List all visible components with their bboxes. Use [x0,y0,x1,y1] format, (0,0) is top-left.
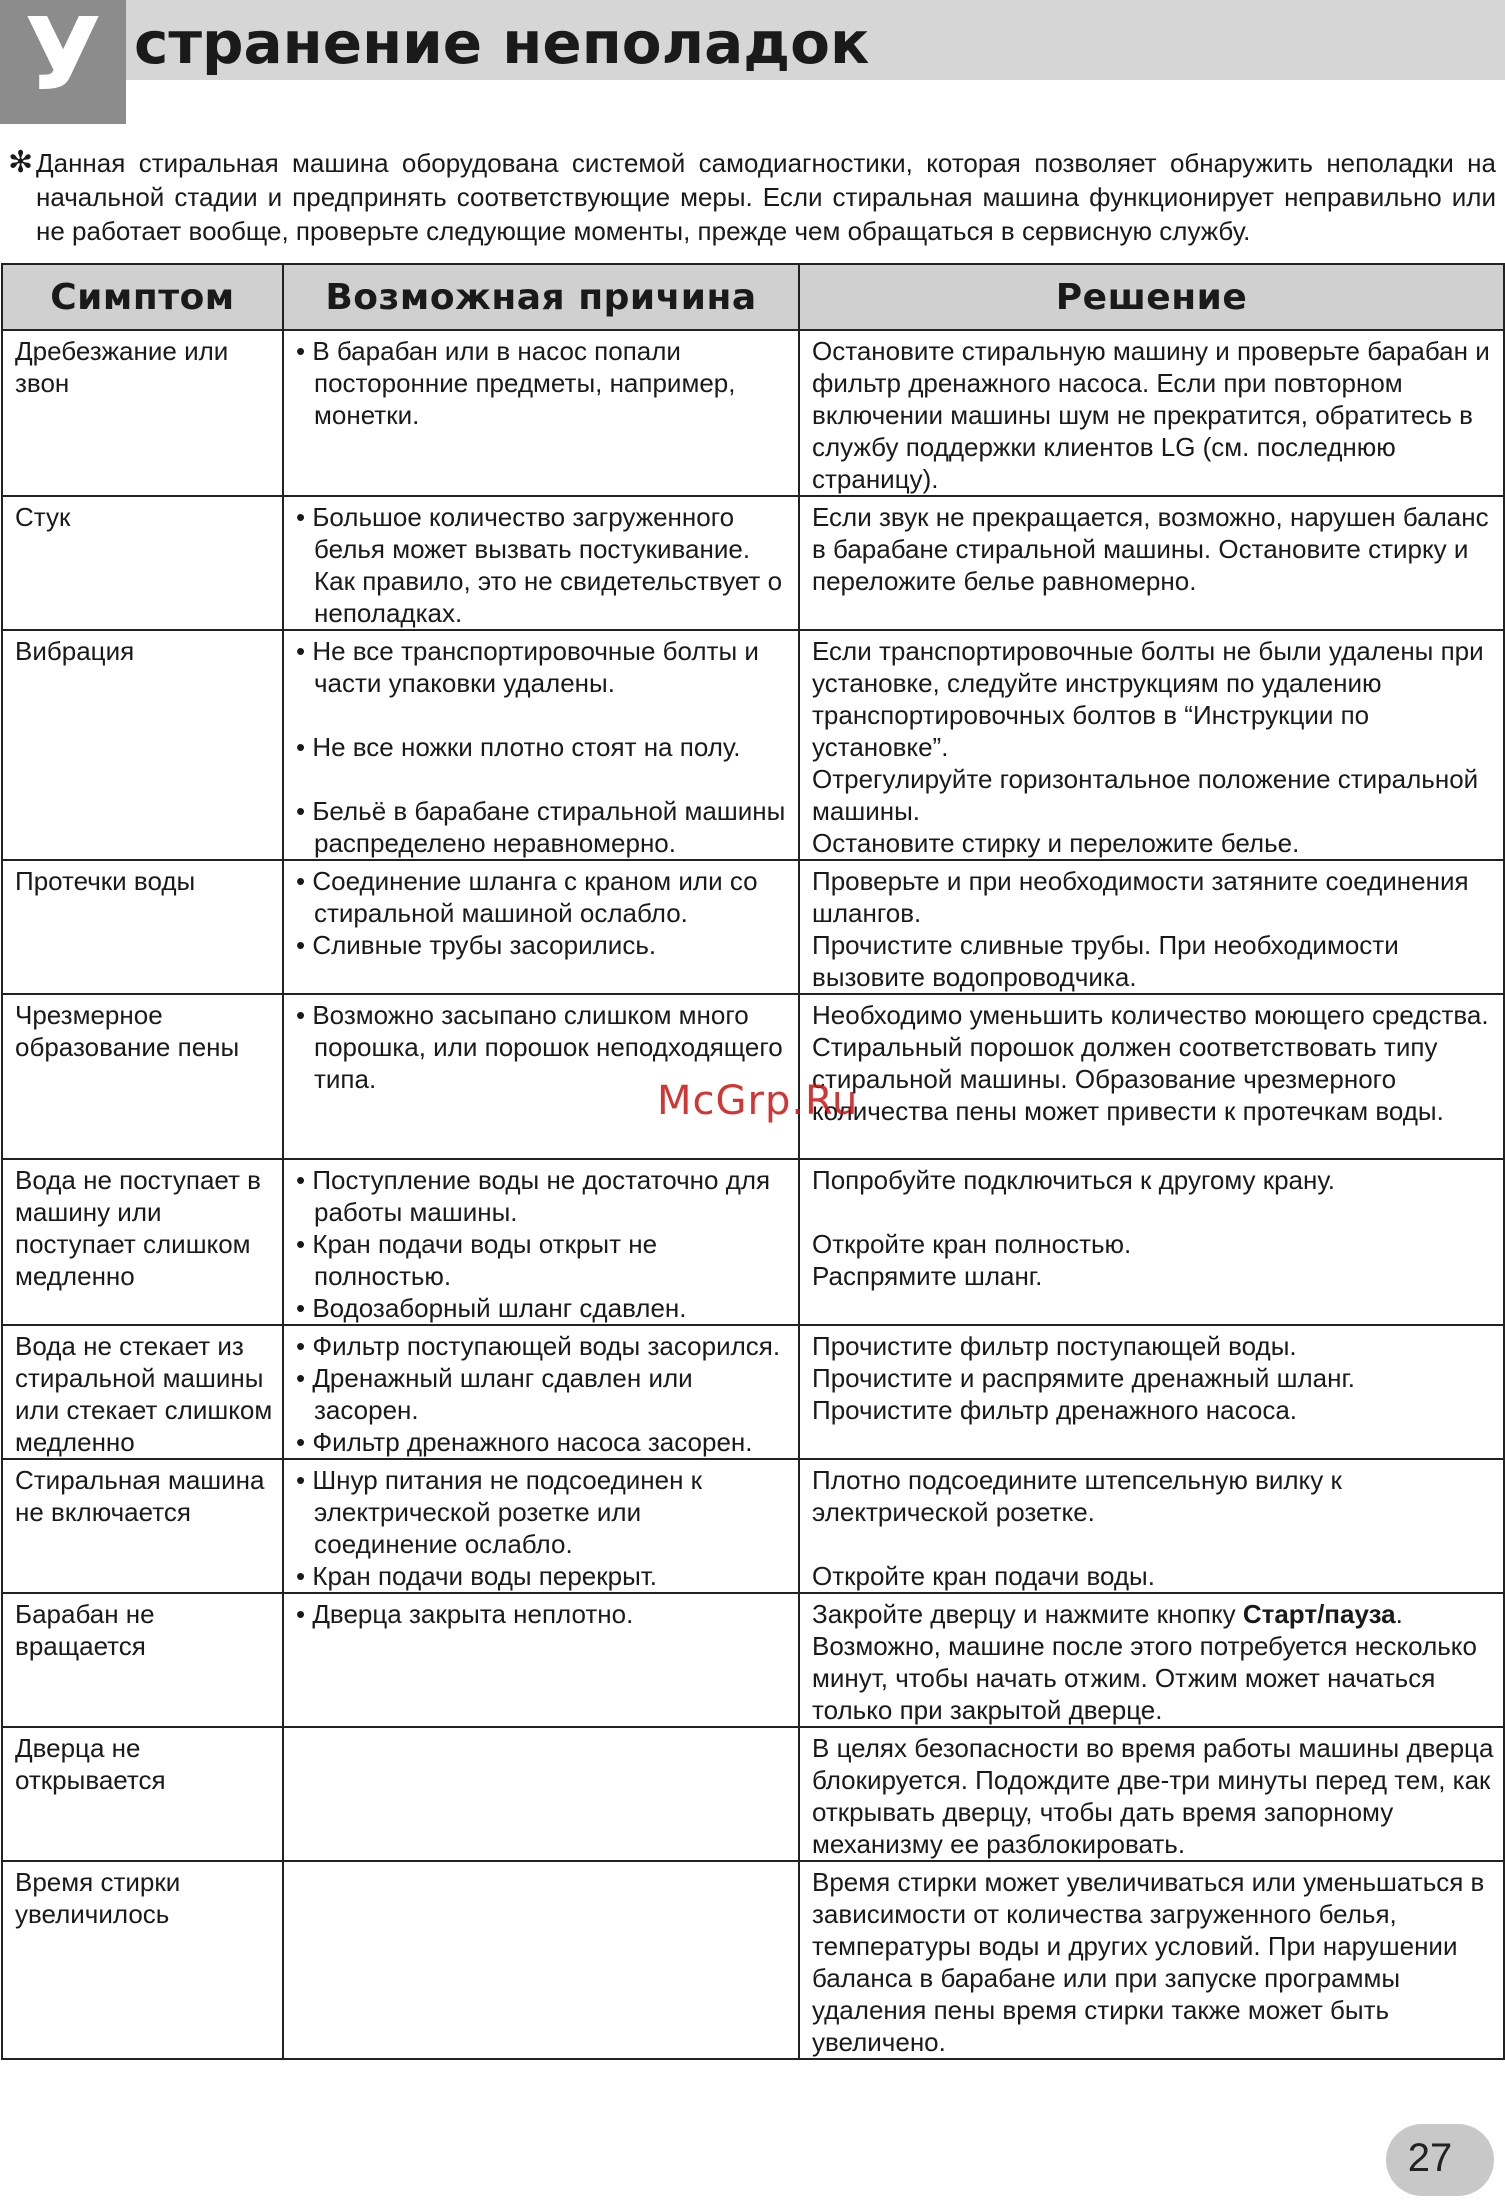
page-number: 27 [1407,2136,1453,2180]
solution-item: Попробуйте подключиться к другому крану. [812,1165,1335,1195]
cause-cell [283,1159,799,1325]
solution-item: Откройте кран полностью. [812,1229,1132,1259]
cause-cell [283,1593,799,1727]
solution-item: Прочистите фильтр поступающей воды. [812,1331,1297,1361]
solution-item: Проверьте и при необходимости затяните соединения шлангов. [812,866,1469,928]
symptom-cell: Время стирки увеличилось [2,1861,283,2059]
cause-item: • Кран подачи воды перекрыт. [296,1561,658,1591]
title-initial-letter: У [0,0,126,124]
solution-cell [799,1459,1504,1593]
cause-cell [283,994,799,1159]
header-symptom: Симптом [2,264,283,330]
intro-paragraph [8,146,1496,248]
cause-cell [283,1727,799,1861]
spacer [812,1528,1495,1560]
table-row [2,1593,1504,1727]
header-cause: Возможная причина [283,264,799,330]
symptom-cell: Вода не стекает из стиральной машины или стекает слишком медленно [2,1325,283,1459]
cause-item: • Соединение шланга с краном или со стиральной машиной ослабло. [296,866,758,928]
solution-item: Если звук не прекращается, возможно, нарушен баланс в барабане стиральной машины. Остановите стирку и переложите белье равномерно. [812,502,1489,596]
start-pause-button-label: Старт/пауза [1242,1599,1396,1629]
troubleshooting-table [1,263,1505,2060]
solution-cell [799,1593,1504,1727]
solution-item: Остановите стиральную машину и проверьте барабан и фильтр дренажного насоса. Если при повторном включении машины шум не прекратится, обратитесь в службу поддержки клиентов LG (см. последнюю страницу). [812,336,1490,494]
asterisk-icon: ✻ [8,146,34,179]
solution-item: Распрямите шланг. [812,1261,1043,1291]
cause-item: • Дренажный шланг сдавлен или засорен. [296,1363,693,1425]
watermark: McGrp.Ru [657,1078,859,1124]
symptom-cell: Протечки воды [2,860,283,994]
symptom-cell: Стук [2,496,283,630]
solution-item: Прочистите и распрямите дренажный шланг. [812,1363,1356,1393]
cause-cell [283,630,799,860]
symptom-cell: Стиральная машина не включается [2,1459,283,1593]
cause-item: • Дверца закрыта неплотно. [296,1599,634,1629]
table-row [2,1159,1504,1325]
solution-cell [799,994,1504,1159]
cause-item: • Большое количество загруженного белья может вызвать постукивание. Как правило, это не свидетельствует о неполадках. [296,502,783,628]
cause-item: • Кран подачи воды открыт не полностью. [296,1229,658,1291]
solution-item: Остановите стирку и переложите белье. [812,828,1300,858]
header-solution: Решение [799,264,1504,330]
cause-item: • Поступление воды не достаточно для работы машины. [296,1165,771,1227]
solution-item: Прочистите сливные трубы. При необходимости вызовите водопроводчика. [812,930,1399,992]
table-row [2,994,1504,1159]
solution-item: Прочистите фильтр дренажного насоса. [812,1395,1297,1425]
cause-item: • В барабан или в насос попали посторонние предметы, например, монетки. [296,336,736,430]
table-row [2,1325,1504,1459]
solution-cell [799,496,1504,630]
solution-cell [799,1861,1504,2059]
page-title: странение неполадок [134,9,870,77]
table-row [2,1861,1504,2059]
cause-item: • Не все транспортировочные болты и части упаковки удалены. [296,636,759,698]
solution-cell [799,1159,1504,1325]
table-row [2,330,1504,496]
symptom-cell: Дребезжание или звон [2,330,283,496]
cause-item: • Фильтр поступающей воды засорился. [296,1331,781,1361]
table-row [2,1459,1504,1593]
cause-item: • Возможно засыпано слишком много порошка, или порошок неподходящего типа. [296,1000,783,1094]
cause-cell [283,1325,799,1459]
table-header-row [2,264,1504,330]
solution-item: Время стирки может увеличиваться или уменьшаться в зависимости от количества загруженного белья, температуры воды и других условий. При нарушении баланса в барабане или при запуске программы удаления пены время стирки также может быть увеличено. [812,1867,1485,2057]
cause-cell [283,1459,799,1593]
solution-item: Необходимо уменьшить количество моющего средства. Стиральный порошок должен соответствовать типу стиральной машины. Образование чрезмерного количества пены может привести к протечкам воды. [812,1000,1489,1126]
table-row [2,496,1504,630]
symptom-cell: Чрезмерное образование пены [2,994,283,1159]
intro-text: Данная стиральная машина оборудована системой самодиагностики, которая позволяет обнаружить неполадки на начальной стадии и предпринять соответствующие меры. Если стиральная машина функционирует неправильно или не работает вообще, проверьте следующие моменты, прежде чем обращаться в сервисную службу. [36,148,1496,246]
cause-item: • Водозаборный шланг сдавлен. [296,1293,687,1323]
solution-item: В целях безопасности во время работы машины дверца блокируется. Подождите две-три минуты перед тем, как открывать дверцу, чтобы дать время запорному механизму ее разблокировать. [812,1733,1494,1859]
cause-cell [283,860,799,994]
table-row [2,1727,1504,1861]
cause-cell [283,330,799,496]
spacer [296,763,790,795]
symptom-cell: Дверца не открывается [2,1727,283,1861]
solution-cell [799,630,1504,860]
symptom-cell: Вода не поступает в машину или поступает слишком медленно [2,1159,283,1325]
symptom-cell: Барабан не вращается [2,1593,283,1727]
solution-cell [799,330,1504,496]
spacer [296,699,790,731]
cause-item: • Сливные трубы засорились. [296,930,657,960]
solution-cell [799,860,1504,994]
cause-item: • Фильтр дренажного насоса засорен. [296,1427,753,1457]
cause-item: • Бельё в барабане стиральной машины распределено неравномерно. [296,796,786,858]
solution-item: Откройте кран подачи воды. [812,1561,1155,1591]
solution-text-post: . Возможно, машине после этого потребуется несколько минут, чтобы начать отжим. Отжим может начаться только при закрытой дверце. [812,1599,1477,1725]
cause-item: • Шнур питания не подсоединен к электрической розетке или соединение ослабло. [296,1465,703,1559]
solution-item: Отрегулируйте горизонтальное положение стиральной машины. [812,764,1479,826]
spacer [812,1196,1495,1228]
solution-item [812,1598,1495,1726]
solution-item: Если транспортировочные болты не были удалены при установке, следуйте инструкциям по удалению транспортировочных болтов в “Инструкции по установке”. [812,636,1484,762]
solution-text-pre: Закройте дверцу и нажмите кнопку [812,1599,1243,1629]
solution-item: Плотно подсоедините штепсельную вилку к электрической розетке. [812,1465,1342,1527]
cause-cell [283,496,799,630]
cause-item: • Не все ножки плотно стоят на полу. [296,732,741,762]
solution-cell [799,1325,1504,1459]
cause-cell [283,1861,799,2059]
symptom-cell: Вибрация [2,630,283,860]
table-row [2,630,1504,860]
solution-cell [799,1727,1504,1861]
table-row [2,860,1504,994]
